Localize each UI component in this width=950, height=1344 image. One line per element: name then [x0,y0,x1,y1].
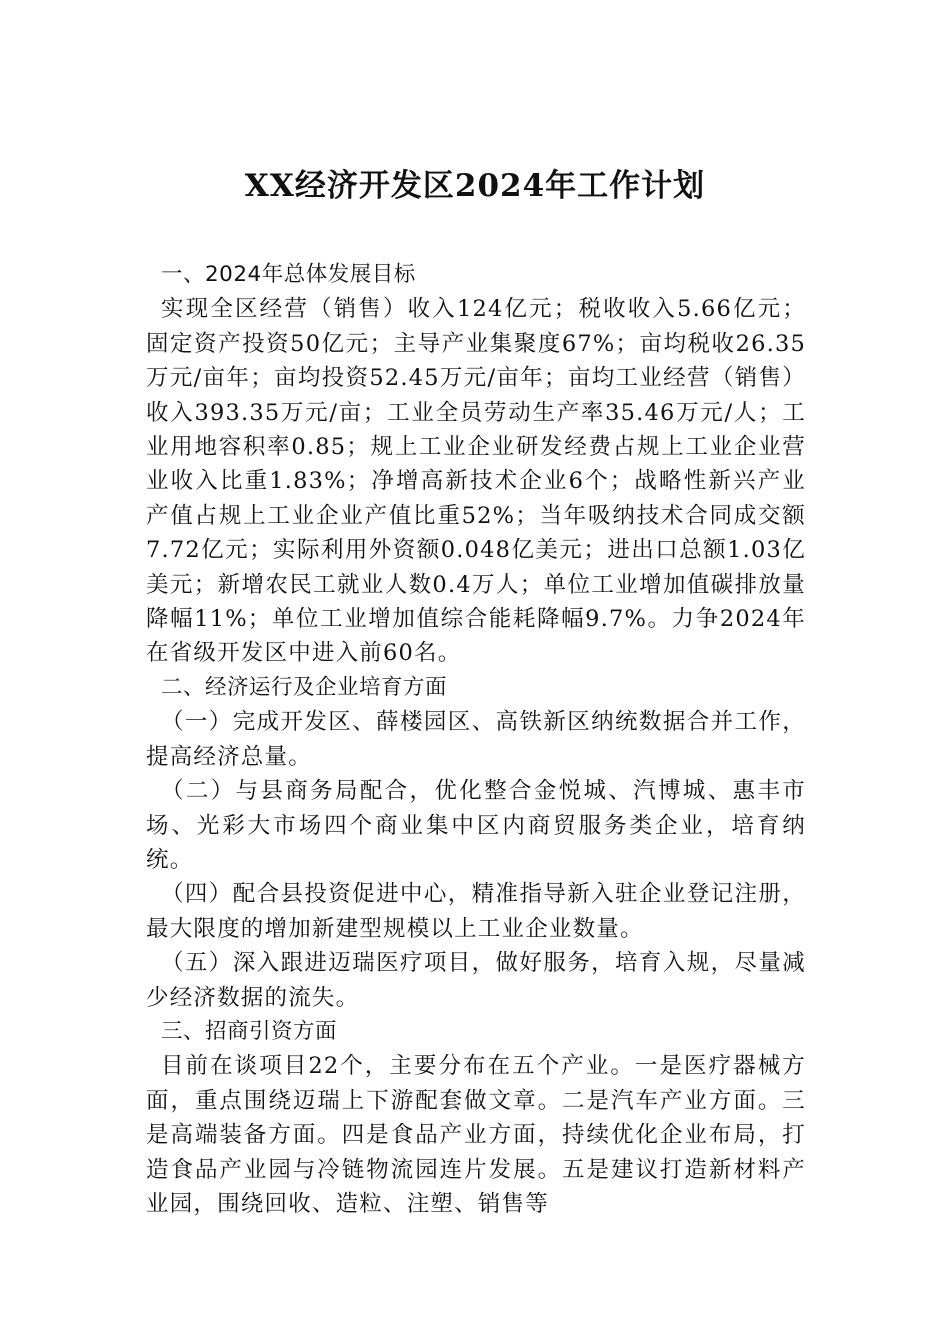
paragraph-item-2: （二）与县商务局配合，优化整合金悦城、汽博城、惠丰市场、光彩大市场四个商业集中区内商贸服务类企业，培育纳统。 [146,778,806,873]
paragraph-item-4: （四）配合县投资促进中心，精准指导新入驻企业登记注册，最大限度的增加新建型规模以上工业企业数量。 [146,881,806,942]
paragraph-item-1: （一）完成开发区、薛楼园区、高铁新区纳统数据合并工作，提高经济总量。 [146,709,806,770]
section-heading-1: 一、2024年总体发展目标 [161,262,416,287]
document-title: XX经济开发区2024年工作计划 [244,168,706,204]
paragraph-item-5: （五）深入跟进迈瑞医疗项目，做好服务，培育入规，尽量减少经济数据的流失。 [146,950,806,1011]
section-heading-2: 二、经济运行及企业培育方面 [161,674,448,700]
section-heading-3: 三、招商引资方面 [161,1018,338,1044]
paragraph-investment: 目前在谈项目22个，主要分布在五个产业。一是医疗器械方面，重点围绕迈瑞上下游配套做文章。二是汽车产业方面。三是高端装备方面。四是食品产业方面，持续优化企业布局，打造食品产业园与冷链物流园连片发展。五是建议打造新材料产业园，围绕回收、造粒、注塑、销售等 [146,1053,806,1217]
paragraph-targets: 实现全区经营（销售）收入124亿元；税收收入5.66亿元；固定资产投资50亿元；主导产业集聚度67%；亩均税收26.35万元/亩年；亩均投资52.45万元/亩年；亩均工业经营（销售）收入393.35万元/亩；工业全员劳动生产率35.46万元/人；工业用地容积率0.85；规上工业企业研发经费占规上工业企业营业收入比重1.83%；净增高新技术企业6个；战略性新兴产业产值占规上工业企业产值比重52%；当年吸纳技术合同成交额7.72亿元；实际利用外资额0.048亿美元；进出口总额1.03亿美元；新增农民工就业人数0.4万人；单位工业增加值碳排放量降幅11%；单位工业增加值综合能耗降幅9.7%。力争2024年在省级开发区中进入前60名。 [146,296,806,667]
document-body [146,258,806,1221]
